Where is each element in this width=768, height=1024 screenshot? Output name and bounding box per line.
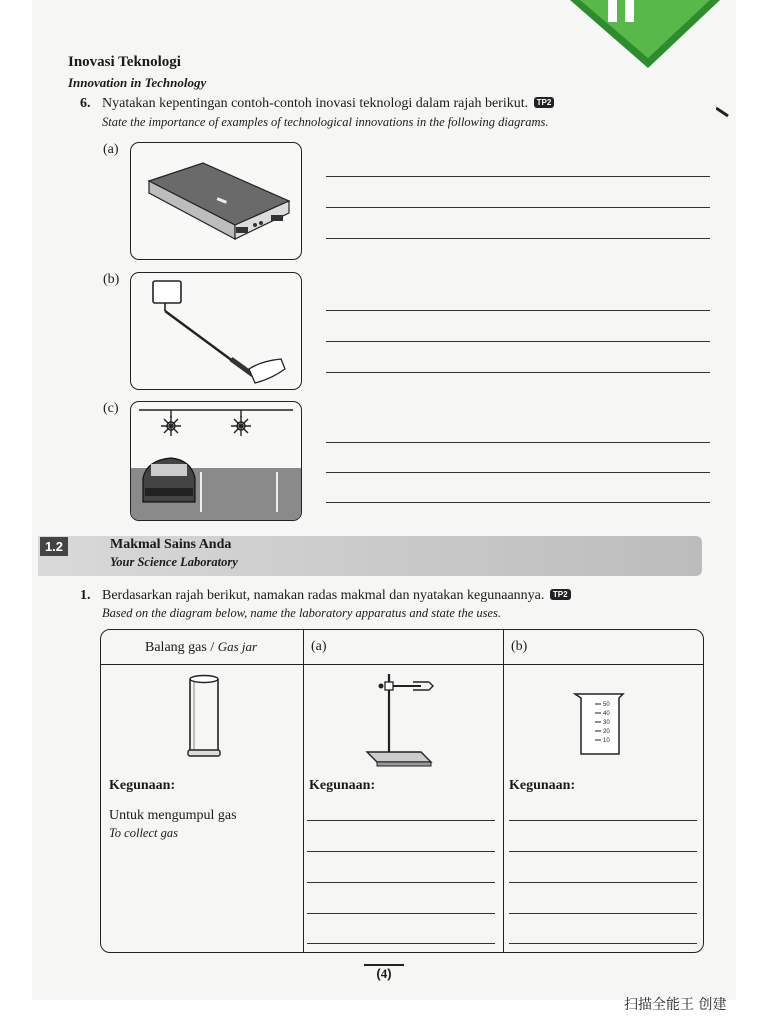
answer-line bbox=[307, 882, 495, 883]
section-banner-en: Your Science Laboratory bbox=[110, 555, 238, 569]
table-divider bbox=[303, 630, 304, 952]
usage-label-a: Kegunaan: bbox=[309, 778, 376, 793]
section-heading-ms: Inovasi Teknologi bbox=[68, 54, 181, 70]
answer-line bbox=[307, 820, 495, 821]
beaker-mark: 20 bbox=[603, 729, 610, 735]
answer-line bbox=[307, 913, 495, 914]
answer-line bbox=[326, 472, 710, 473]
question1-text-en: Based on the diagram below, name the laboratory apparatus and state the uses. bbox=[102, 606, 502, 620]
question1-text-ms-span: Berdasarkan rajah berikut, namakan radas makmal dan nyatakan kegunaannya. bbox=[102, 588, 545, 603]
page-number-value: 4 bbox=[380, 966, 388, 981]
parking-lights-icon bbox=[131, 402, 301, 520]
usage-label-gas-jar: Kegunaan: bbox=[109, 778, 176, 793]
power-bank-icon bbox=[131, 143, 301, 259]
power-bank-frame bbox=[130, 142, 302, 260]
table-header-divider bbox=[101, 664, 703, 665]
answer-line bbox=[509, 882, 697, 883]
gas-jar-header-ms: Balang gas / bbox=[145, 640, 215, 655]
beaker-mark: 50 bbox=[603, 702, 610, 708]
retort-stand-icon bbox=[351, 668, 441, 768]
question6-number: 6. bbox=[80, 96, 91, 111]
page-number: (4) bbox=[364, 964, 404, 982]
section-heading-en: Innovation in Technology bbox=[68, 75, 207, 90]
answer-line bbox=[326, 502, 710, 503]
question6-text-en: State the importance of examples of technological innovations in the following diagrams. bbox=[102, 115, 549, 129]
answer-line bbox=[307, 851, 495, 852]
corner-mark-icon bbox=[716, 106, 730, 118]
parking-sensor-frame bbox=[130, 401, 302, 521]
column-b-header: (b) bbox=[511, 639, 528, 654]
answer-line bbox=[326, 238, 710, 239]
apparatus-table bbox=[100, 629, 704, 953]
usage-label-b: Kegunaan: bbox=[509, 778, 576, 793]
part-b-label: (b) bbox=[103, 272, 120, 287]
answer-line bbox=[509, 943, 697, 944]
beaker-icon bbox=[571, 690, 631, 760]
answer-line bbox=[307, 943, 495, 944]
answer-line bbox=[509, 913, 697, 914]
tp-badge: TP2 bbox=[550, 589, 571, 600]
tp-badge: TP2 bbox=[534, 97, 555, 108]
table-divider bbox=[503, 630, 504, 952]
answer-line bbox=[326, 341, 710, 342]
corner-accent-icon bbox=[570, 0, 720, 72]
question1-number: 1. bbox=[80, 588, 91, 603]
answer-line bbox=[326, 310, 710, 311]
part-a-label: (a) bbox=[103, 142, 119, 157]
gas-jar-icon bbox=[187, 674, 221, 760]
selfie-stick-icon bbox=[131, 273, 301, 389]
beaker-mark: 40 bbox=[603, 711, 610, 717]
gas-jar-header-en: Gas jar bbox=[217, 639, 258, 654]
beaker-mark: 10 bbox=[603, 738, 610, 744]
section-banner-ms: Makmal Sains Anda bbox=[110, 537, 232, 552]
part-c-label: (c) bbox=[103, 401, 119, 416]
scanner-watermark: 扫描全能王 创建 bbox=[624, 997, 727, 1013]
answer-line bbox=[509, 820, 697, 821]
answer-line bbox=[326, 372, 710, 373]
column-a-header: (a) bbox=[311, 639, 327, 654]
beaker-mark: 30 bbox=[603, 720, 610, 726]
selfie-stick-frame bbox=[130, 272, 302, 390]
answer-line bbox=[326, 207, 710, 208]
answer-line bbox=[326, 442, 710, 443]
question6-text-ms-span: Nyatakan kepentingan contoh-contoh inovasi teknologi dalam rajah berikut. bbox=[102, 96, 529, 111]
gas-jar-header bbox=[145, 639, 257, 656]
section-number-badge: 1.2 bbox=[40, 537, 68, 556]
question1-text-ms bbox=[102, 588, 571, 604]
gas-jar-usage-ms: Untuk mengumpul gas bbox=[109, 808, 237, 823]
gas-jar-usage-en: To collect gas bbox=[109, 826, 178, 840]
answer-line bbox=[509, 851, 697, 852]
question6-text-ms bbox=[102, 96, 554, 112]
answer-line bbox=[326, 176, 710, 177]
